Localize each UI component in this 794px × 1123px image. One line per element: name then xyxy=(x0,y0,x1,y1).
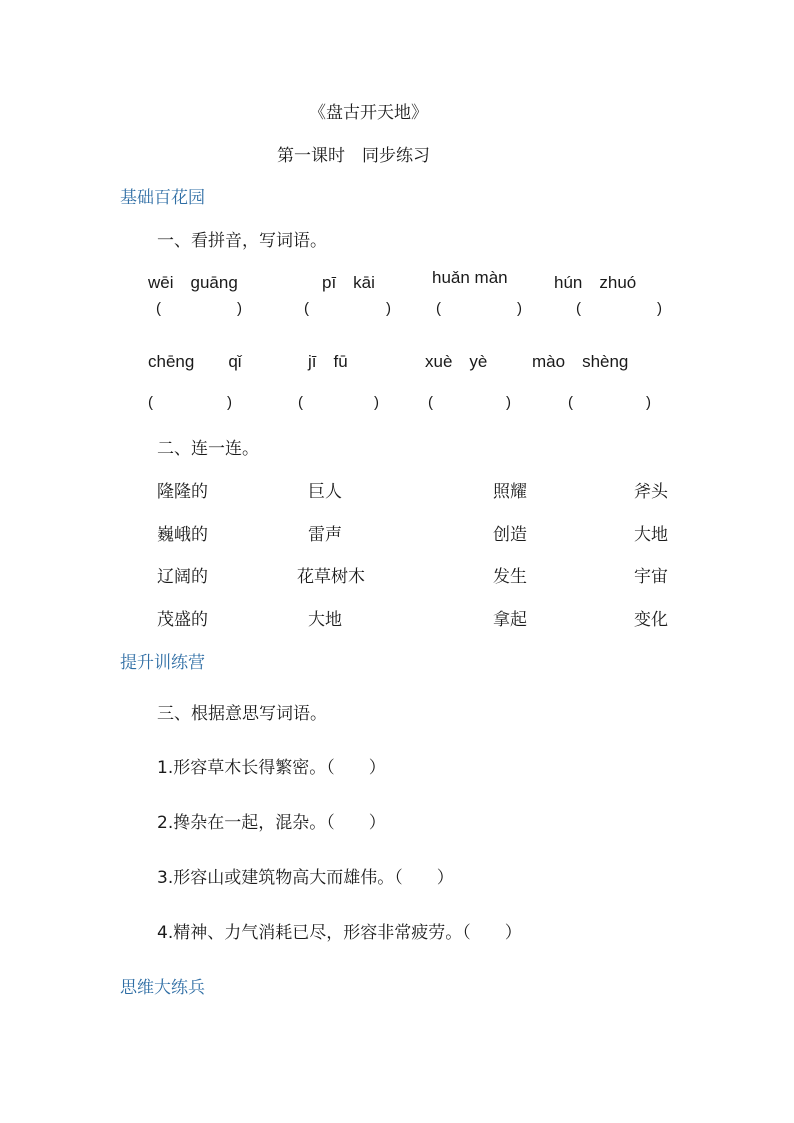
answer-paren-close: ) xyxy=(657,300,662,317)
pinyin-item: huǎn màn xyxy=(432,268,508,287)
section-heading-advanced: 提升训练营 xyxy=(120,653,205,673)
match-word: 巨人 xyxy=(308,482,342,502)
match-word: 大地 xyxy=(308,610,342,630)
question-3-title: 三、根据意思写词语。 xyxy=(157,704,327,724)
answer-paren-open: ( xyxy=(428,394,433,411)
match-word: 巍峨的 xyxy=(157,525,208,545)
match-word: 变化 xyxy=(634,610,668,630)
match-word: 照耀 xyxy=(493,482,527,502)
answer-paren-open: ( xyxy=(576,300,581,317)
match-word: 发生 xyxy=(493,567,527,587)
answer-paren-open: ( xyxy=(148,394,153,411)
document-subtitle: 第一课时 同步练习 xyxy=(277,146,430,166)
section-heading-thinking: 思维大练兵 xyxy=(120,978,205,998)
match-word: 大地 xyxy=(634,525,668,545)
answer-paren-close: ) xyxy=(227,394,232,411)
question-3-item: 2.搀杂在一起，混杂。（ ） xyxy=(157,813,386,833)
answer-paren-close: ) xyxy=(517,300,522,317)
answer-paren-open: ( xyxy=(568,394,573,411)
question-2-title: 二、连一连。 xyxy=(157,439,259,459)
match-word: 创造 xyxy=(493,525,527,545)
match-word: 雷声 xyxy=(308,525,342,545)
answer-paren-open: ( xyxy=(298,394,303,411)
pinyin-item: chēng qǐ xyxy=(148,352,242,371)
pinyin-item: mào shèng xyxy=(532,352,629,371)
question-3-item: 1.形容草木长得繁密。（ ） xyxy=(157,758,386,778)
answer-paren-close: ) xyxy=(386,300,391,317)
section-heading-basic: 基础百花园 xyxy=(120,188,205,208)
question-3-item: 4.精神、力气消耗已尽，形容非常疲劳。（ ） xyxy=(157,923,522,943)
match-word: 宇宙 xyxy=(634,567,668,587)
answer-paren-close: ) xyxy=(237,300,242,317)
answer-paren-open: ( xyxy=(304,300,309,317)
answer-paren-open: ( xyxy=(156,300,161,317)
pinyin-item: pī kāi xyxy=(322,273,375,292)
answer-paren-close: ) xyxy=(506,394,511,411)
pinyin-item: hún zhuó xyxy=(554,273,637,292)
question-3-item: 3.形容山或建筑物高大而雄伟。（ ） xyxy=(157,868,454,888)
pinyin-item: xuè yè xyxy=(425,352,488,371)
match-word: 辽阔的 xyxy=(157,567,208,587)
pinyin-item: wēi guāng xyxy=(148,273,238,292)
document-title: 《盘古开天地》 xyxy=(309,103,428,123)
answer-paren-open: ( xyxy=(436,300,441,317)
match-word: 花草树木 xyxy=(297,567,365,587)
answer-paren-close: ) xyxy=(646,394,651,411)
answer-paren-close: ) xyxy=(374,394,379,411)
match-word: 茂盛的 xyxy=(157,610,208,630)
question-1-title: 一、看拼音，写词语。 xyxy=(157,231,327,251)
match-word: 斧头 xyxy=(634,482,668,502)
match-word: 隆隆的 xyxy=(157,482,208,502)
pinyin-item: jī fū xyxy=(308,352,348,371)
match-word: 拿起 xyxy=(493,610,527,630)
